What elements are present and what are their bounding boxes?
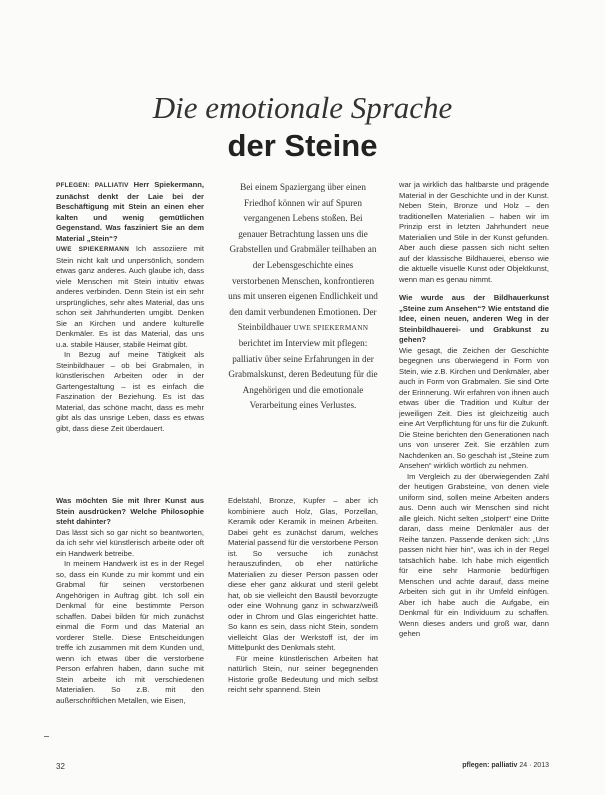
body-paragraph: Edelstahl, Bronze, Kupfer – aber ich kombiniere auch Holz, Glas, Porzellan, Keramik oder Keramik in meinen Arbeiten. Dabei geht es zunächst darum, welches Material passend für die verstorbene Person ist. So versuche ich zunächst herauszufinden, ob eher natürliche Materialien zu dieser Person passen oder diese eher ganz akkurat und steril gelebt hat, ob sie vielleicht den Baustil bevorzugte oder eine Wohnung ganz in schwarz/weiß oder in Chrom und Glas eingerichtet hatte. So kann es sein, dass nicht Stein, sondern vielleicht Glas der Werkstoff ist, der im Mittelpunkt des Denkmals steht. (228, 496, 378, 652)
headline-line1: Die emotionale Sprache (152, 90, 453, 125)
answer-text: Ich assoziiere mit Stein nicht kalt und unpersönlich, sondern etwas ganz anderes. Auch glaube ich, dass viele Menschen mit Stein intuitiv etwas anderes verbinden. Denn Stein ist ein sehr ursprüngliches, sehr altes Material, das uns schon seit Jahrhunderten umgibt. Denken Sie an Kirchen und andere kulturelle Denkmäler. Es ist das Material, das uns u.a. stabile Häuser, stabile Heimat gibt. (56, 244, 204, 349)
speaker-label: UWE SPIEKERMANN (56, 246, 130, 253)
question-heading: Wie wurde aus der Bildhauerkunst „Steine zum Ansehen“? Wie entstand die Idee, einen neuen, anderen Weg in der Steinbildhauerei- und Grabkunst zu gehen? (399, 293, 549, 344)
answer-paragraph: Wie gesagt, die Zeichen der Geschichte begegnen uns überwiegend in Form von Stein, wie z.B. Kirchen und Denkmäler, aber auch in Form von Grabmalen. Sie sind Orte der Erinnerung. Wir erfahren von ihnen auch etwas über die Tradition und Kultur der jeweiligen Zeit. Dies ist gleichzeitig auch eine Art Verpflichtung für uns für die Zukunft. Die Steine berichten den Generationen nach uns von unserer Zeit. Sie erzählen zum Nachdenken an. So geschah ist „Steine zum Ansehen“ wirklich wörtlich zu nehmen. (399, 345, 549, 470)
intro-text-before: Bei einem Spaziergang über einen Friedhof können wir auf Spuren vergangenen Lebens stoßen. Bei genauer Betrachtung lassen uns die Grabstellen und Grabmäler teilhaben an der Lebensgeschichte eines verstorbenen Menschen, konfrontieren uns mit unseren eigenen Endlichkeit und den damit verbundenen Emotionen. Der Steinbildhauer (228, 182, 378, 333)
answer-paragraph: Das lässt sich so gar nicht so beantworten, da ich sehr viel künstlerisch arbeite oder oft ein Handwerk betreibe. (56, 527, 204, 558)
body-paragraph: war ja wirklich das haltbarste und prägende Material in der Geschichte und in der Kunst. Neben Stein, Bronze und Holz – den traditionellen Materialien – haben wir im Prinzip erst in letzten Jahrhundert neue Materialien und Stile in der Kunst gefunden. Aber auch diese passen sich nicht selten auf der klassische Bildhauerei, ebenso wie die aktuelle visuelle Kunst oder Objektkunst, wenn man es genau nimmt. (399, 180, 549, 284)
margin-mark (44, 736, 49, 737)
lead-question (56, 180, 204, 244)
magazine-footer (462, 762, 549, 769)
headline-line2: der Steine (227, 128, 378, 163)
body-paragraph: Für meine künstlerischen Arbeiten hat natürlich Stein, nur seiner begegnenden Historie große Bedeutung und mich selbst reicht sehr spannend. Stein (228, 653, 378, 694)
column-1-bottom (56, 496, 204, 706)
column-2-bottom (228, 496, 378, 696)
answer-paragraph-2: In Bezug auf meine Tätigkeit als Steinbildhauer – ob bei Grabmalen, in künstlerischen Arbeiten oder in der Gartengestaltung – ist es einfach die Faszination der Beziehung. Es ist das Material, das schöne macht, dass es mehr gibt als das unsrige Leben, dass es etwas gibt, dass diese Zeit überdauert. (56, 350, 204, 433)
page-number: 32 (56, 762, 65, 771)
column-3 (399, 180, 549, 640)
magazine-name: pflegen: palliativ (462, 762, 518, 769)
answer-paragraph: In meinem Handwerk ist es in der Regel so, dass ein Kunde zu mir kommt und ein Grabmal für seinen verstorbenen Angehörigen in Auftrag gibt. Ich soll ein Denkmal für eine bestimmte Person schaffen. Dabei bilden für mich zunächst einmal die Form und das Material an vorderer Stelle. Diese Entscheidungen treffe ich zusammen mit dem Kunden und, wenn ich etwas über die verstorbene Person erfahren haben, dann suche mit Stein arbeite ich mit verschiedenen Materialien. So z.B. mit den außerschriftlichen Metallen, wie Eisen, (56, 559, 204, 705)
answer-paragraph: Im Vergleich zu der überwiegenden Zahl der heutigen Grabsteine, von denen viele uniform sind, sollen meine Arbeiten anders aus. Denn auch wir Menschen sind nicht alle gleich. Nicht selten „stolpert“ eine Dritte daran, dass meine Denkmäler aus der Reihe tanzen. Passende denken sich: „Uns passen nicht hier hin“, was ich in der Regel tatsächlich habe. Ich habe mich eigentlich für eine sehr Harmonie bedürftigen Menschen und achte darauf, dass meine Arbeiten sich gut in ihr Umfeld einfügen. Aber ich habe auch die Aufgabe, ein Denkmal für ein Individuum zu schaffen. Wenn dieses anders und groß war, dann gehen (399, 471, 549, 638)
issue-number: 24 · 2013 (519, 762, 549, 769)
kicker: PFLEGEN: PALLIATIV (56, 182, 129, 189)
column-1-top (56, 180, 204, 434)
answer-paragraph (56, 244, 204, 350)
intro-teaser (228, 180, 378, 414)
lead-question-text: Herr Spiekermann, zunächst denkt der Laie bei der Beschäftigung mit Stein an einen eher kalten und wenig gemütlichen Gegenstand. Was fasziniert Sie an dem Material „Stein“? (56, 180, 204, 243)
intro-text-after: berichtet im Interview mit pflegen: palliativ über seine Erfahrungen in der Grabmalskunst, deren Bedeutung für die Angehörigen und die emotionale Verarbeitung eines Verlustes. (228, 337, 378, 411)
intro-name: UWE SPIEKERMANN (293, 323, 369, 333)
question-heading: Was möchten Sie mit Ihrer Kunst aus Stein ausdrücken? Welche Philosophie steht dahinter? (56, 496, 204, 526)
